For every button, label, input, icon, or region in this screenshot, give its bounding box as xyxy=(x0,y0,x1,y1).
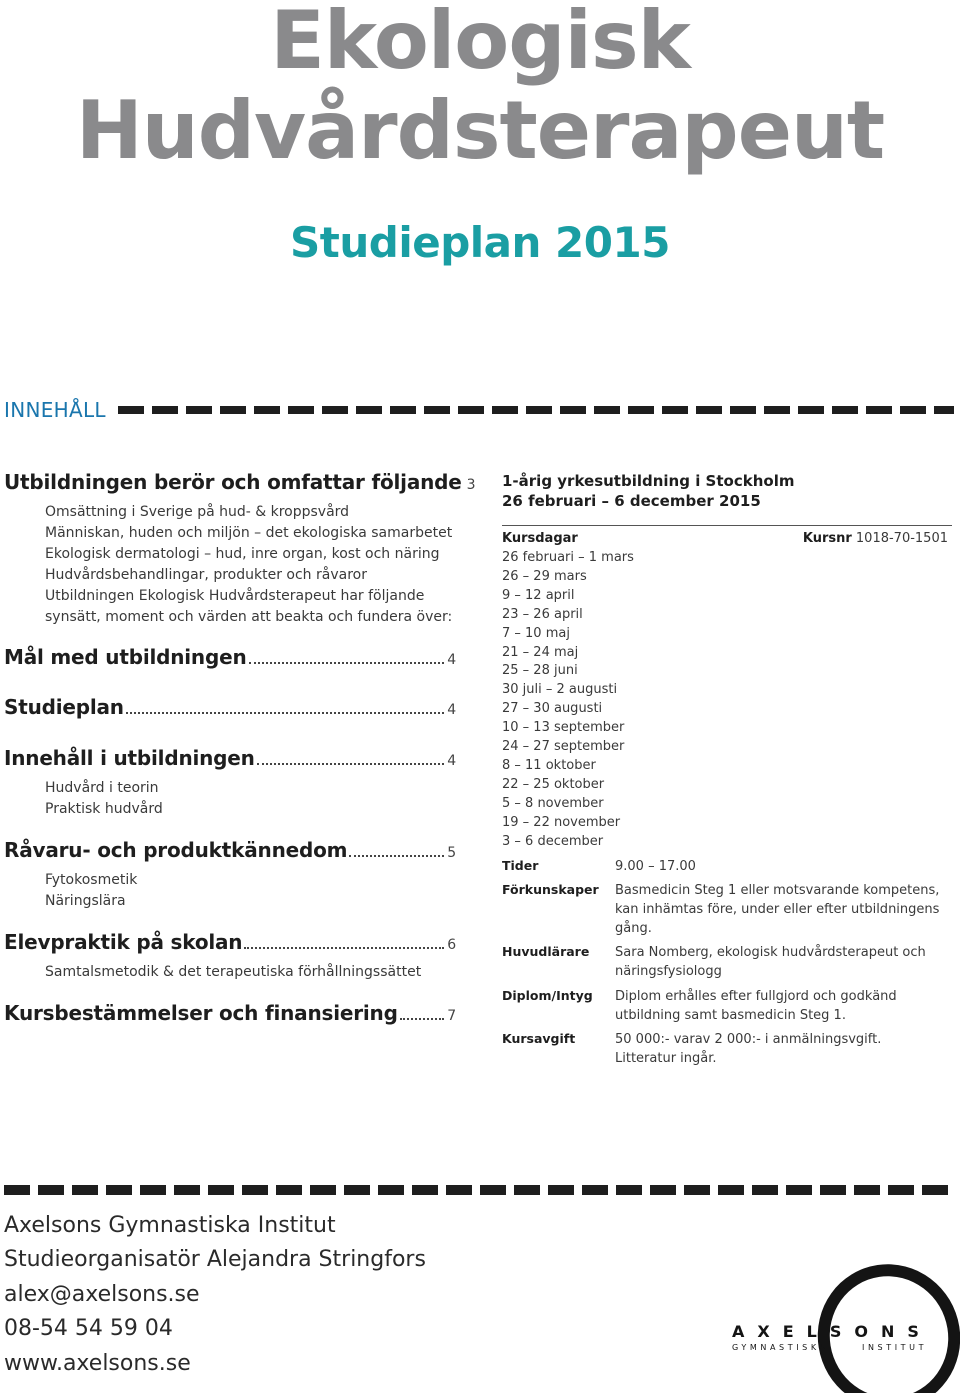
course-date: 10 – 13 september xyxy=(502,720,625,736)
logo-tagline-right: INSTITUT xyxy=(862,1343,928,1352)
toc-entry[interactable] xyxy=(4,838,456,862)
info-line: utbildning samt basmedicin Steg 1. xyxy=(615,1008,846,1023)
toc-page-number: 5 xyxy=(447,845,456,861)
course-date: 26 februari – 1 mars xyxy=(502,550,634,565)
toc-entry[interactable] xyxy=(4,746,456,770)
toc-leader xyxy=(249,662,445,664)
course-date: 9 – 12 april xyxy=(502,587,575,603)
course-date: 30 juli – 2 augusti xyxy=(502,682,618,698)
info-value xyxy=(615,881,955,938)
toc-entry[interactable] xyxy=(4,470,476,494)
course-header xyxy=(502,471,952,511)
course-date: 26 – 29 mars xyxy=(502,568,587,584)
toc-section-7 xyxy=(4,1001,456,1025)
course-date: 7 – 10 maj xyxy=(502,625,570,641)
contact-block xyxy=(4,1209,426,1381)
course-date: 3 – 6 december xyxy=(502,833,604,849)
course-date: 22 – 25 oktober xyxy=(502,776,605,792)
info-line: näringsfysiologg xyxy=(615,964,722,979)
toc-entry-title: Utbildningen berör och omfattar följande xyxy=(4,470,462,494)
kursdagar-label: Kursdagar xyxy=(502,531,578,546)
toc-subitem: Människan, huden och miljön – det ekologiska samarbetet xyxy=(45,525,453,541)
toc-subitem: Praktisk hudvård xyxy=(45,801,163,817)
toc-subitem: synsätt, moment och värden att beakta och fundera över: xyxy=(45,609,453,625)
toc-entry-title: Råvaru- och produktkännedom xyxy=(4,838,348,862)
course-date: 24 – 27 september xyxy=(502,739,625,755)
info-value xyxy=(615,987,955,1025)
toc-subitem: Näringslära xyxy=(45,893,126,909)
toc-page-number: 3 xyxy=(466,477,476,493)
course-number xyxy=(803,531,948,546)
info-line: Diplom erhålles efter fullgjord och godkänd xyxy=(615,989,897,1004)
course-date: 8 – 11 oktober xyxy=(502,757,596,773)
toc-leader xyxy=(349,855,444,857)
toc-section-4 xyxy=(4,746,456,820)
toc-subitem: Omsättning i Sverige på hud- & kroppsvård xyxy=(45,504,350,520)
toc-leader xyxy=(244,947,444,949)
info-line: 50 000:- varav 2 000:- i anmälningsvgift. xyxy=(615,1032,882,1047)
course-date: 25 – 28 juni xyxy=(502,663,578,679)
contents-heading: INNEHÅLL xyxy=(4,398,106,422)
toc-entry[interactable] xyxy=(4,930,456,954)
kursnr-value: 1018-70-1501 xyxy=(855,531,948,546)
info-line: kan inhämtas före, under eller efter utbildningens xyxy=(615,902,940,917)
document-title-line-1: Ekologisk xyxy=(270,0,690,87)
toc-page-number: 4 xyxy=(447,652,456,668)
toc-leader xyxy=(126,712,444,714)
info-label: Huvudlärare xyxy=(502,944,590,959)
toc-entry[interactable] xyxy=(4,645,456,669)
logo-tagline-left: GYMNASTISKA xyxy=(732,1343,829,1352)
course-date: 19 – 22 november xyxy=(502,814,621,830)
toc-leader xyxy=(400,1018,445,1020)
info-value xyxy=(615,1030,955,1068)
course-date: 27 – 30 augusti xyxy=(502,701,603,717)
info-line: gång. xyxy=(615,921,652,936)
course-type: 1-årig yrkesutbildning i Stockholm xyxy=(502,472,795,490)
toc-entry-title: Studieplan xyxy=(4,695,124,719)
logo-wordmark: AXELSONS xyxy=(732,1322,932,1341)
toc-entry-title: Innehåll i utbildningen xyxy=(4,746,255,770)
toc-subitem: Fytokosmetik xyxy=(45,872,138,888)
info-line: Litteratur ingår. xyxy=(615,1051,717,1066)
toc-page-number: 4 xyxy=(447,753,456,769)
course-date: 23 – 26 april xyxy=(502,606,583,622)
info-label: Förkunskaper xyxy=(502,882,599,897)
toc-section-2 xyxy=(4,645,456,669)
toc-section-6 xyxy=(4,930,456,983)
info-label: Diplom/Intyg xyxy=(502,988,593,1003)
contact-email[interactable]: alex@axelsons.se xyxy=(4,1281,200,1307)
contents-divider xyxy=(118,406,954,414)
info-line: Basmedicin Steg 1 eller motsvarande kompetens, xyxy=(615,883,940,898)
course-dates-list xyxy=(502,549,634,852)
info-value xyxy=(615,943,955,981)
document-subtitle: Studieplan 2015 xyxy=(290,218,670,267)
toc-leader xyxy=(257,763,445,765)
toc-section-5 xyxy=(4,838,456,912)
logo-ring-icon xyxy=(797,1244,960,1393)
info-line: 9.00 – 17.00 xyxy=(615,859,696,874)
contact-website[interactable]: www.axelsons.se xyxy=(4,1350,191,1376)
toc-subitem: Samtalsmetodik & det terapeutiska förhållningssättet xyxy=(45,964,422,980)
info-line: Sara Nomberg, ekologisk hudvårdsterapeut och xyxy=(615,945,926,960)
toc-entry[interactable] xyxy=(4,695,456,719)
document-title-line-2: Hudvårdsterapeut xyxy=(75,84,885,177)
toc-entry-title: Kursbestämmelser och finansiering xyxy=(4,1001,398,1025)
toc-subitem: Ekologisk dermatologi – hud, inre organ, kost och näring xyxy=(45,546,440,562)
course-divider xyxy=(502,525,952,526)
logo-tagline xyxy=(732,1343,928,1352)
toc-subitem: Utbildningen Ekologisk Hudvårdsterapeut har följande xyxy=(45,588,425,604)
kursnr-label: Kursnr xyxy=(802,531,852,546)
info-label: Tider xyxy=(502,858,539,873)
course-period: 26 februari – 6 december 2015 xyxy=(502,492,761,510)
toc-entry-title: Mål med utbildningen xyxy=(4,645,247,669)
toc-subitem: Hudvårdsbehandlingar, produkter och råvaror xyxy=(45,567,367,583)
toc-page-number: 6 xyxy=(447,937,456,953)
toc-subitem: Hudvård i teorin xyxy=(45,780,159,796)
info-label: Kursavgift xyxy=(502,1031,576,1046)
info-value xyxy=(615,857,955,876)
course-date: 5 – 8 november xyxy=(502,795,604,811)
contact-person: Studieorganisatör Alejandra Stringfors xyxy=(4,1247,426,1273)
toc-section-3 xyxy=(4,695,456,719)
toc-section-1 xyxy=(4,470,476,628)
course-date: 21 – 24 maj xyxy=(502,644,579,660)
footer-divider xyxy=(4,1185,954,1195)
contact-phone[interactable]: 08-54 54 59 04 xyxy=(4,1316,173,1342)
toc-page-number: 7 xyxy=(447,1008,456,1024)
contact-organization: Axelsons Gymnastiska Institut xyxy=(4,1213,336,1238)
toc-entry[interactable] xyxy=(4,1001,456,1025)
toc-page-number: 4 xyxy=(447,702,456,718)
toc-entry-title: Elevpraktik på skolan xyxy=(4,930,243,954)
